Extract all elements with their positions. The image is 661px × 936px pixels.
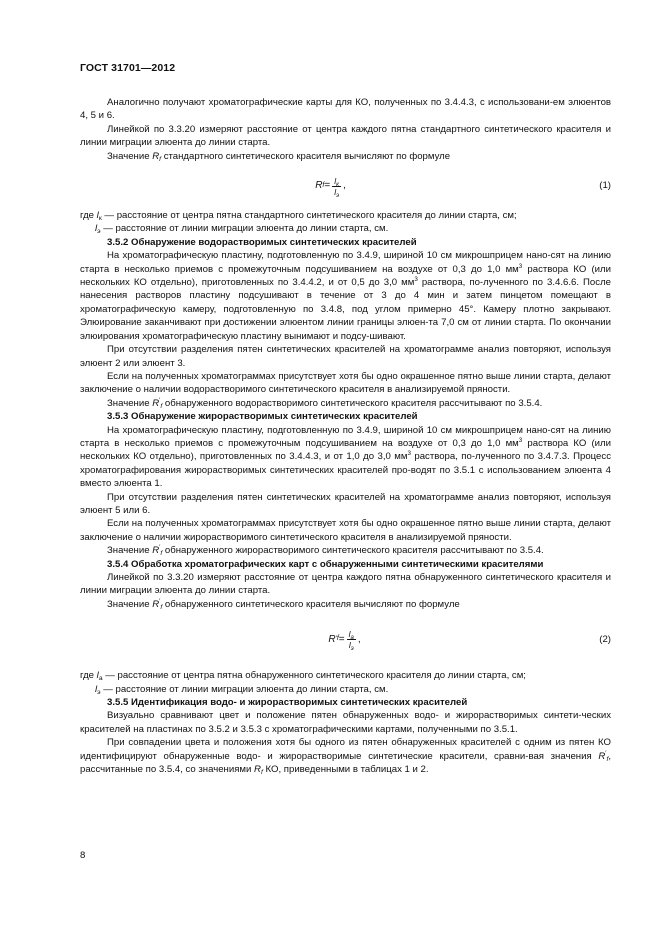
paragraph: Значение $R_f$ стандартного синтетического красителя вычисляют по формуле — [107, 150, 451, 163]
document-header: ГОСТ 31701—2012 — [80, 62, 176, 74]
paragraph: Если на полученных хроматограммах присутствует хотя бы одно окрашенное пятно выше линии старта, делают заключение о наличии жирорастворимого синтетического красителя в анализируемой пряности. — [80, 518, 611, 543]
section-heading-3-5-2: 3.5.2 Обнаружение водорастворимых синтетических красителей — [107, 236, 417, 248]
definition: $l_э$ — расстояние от линии миграции элюента до линии старта, см. — [95, 683, 389, 696]
paragraph: Аналогично получают хроматографические карты для КО, полученных по 3.4.4.3, с использовани-ем элюентов 4, 5 и 6. — [80, 97, 611, 122]
paragraph: Значение $R'_f$ обнаруженного жирорастворимого синтетического красителя рассчитывают по 3.5.4. — [107, 544, 544, 558]
page-content — [80, 96, 611, 776]
paragraph: На хроматографическую пластину, подготовленную по 3.4.9, шириной 10 см микрошприцем нано-сят на линию старта в несколько приемов с промежуточным подсушиванием на воздухе от 0,3 до 1,0 $мм^3$ раствора КО (или нескольких КО отдельно), приготовленных по 3.4.4.2, и от 0,5 до 3,0 $мм^3$ раствора, по-лученного по 3.4.6.6. После нанесения растворов пластину подсушивают в течение от 3 до 4 мин и затем пинцетом помещают в хроматографическую камеру, подготовленную по 3.4.8, под углом примерно 45°. Камеру плотно закрывают. Элюирование заканчивают при достижении элюентом линии границы элюен-та 7,0 см от линии старта. По окончании элюирования хроматографическую пластину вынимают и подсу-шивают. — [80, 250, 611, 342]
paragraph: Линейкой по 3.3.20 измеряют расстояние от центра каждого пятна стандартного синтетического красителя и линии миграции элюента до линии старта. — [80, 123, 611, 149]
paragraph: Значение $R'_f$ обнаруженного водорастворимого синтетического красителя рассчитывают по 3.5.4. — [107, 396, 543, 410]
equation-number: (1) — [599, 180, 611, 192]
section-heading-3-5-3: 3.5.3 Обнаружение жирорастворимых синтетических красителей — [107, 411, 418, 423]
paragraph: Значение $R'_f$ обнаруженного синтетического красителя вычисляют по формуле — [107, 597, 460, 611]
page-number: 8 — [80, 850, 86, 861]
definition: $l_э$ — расстояние от линии миграции элюента до линии старта, см. — [95, 223, 389, 236]
fraction: $\frac{l_а}{l_э}$ — [348, 628, 354, 652]
paragraph: При отсутствии разделения пятен синтетических красителей на хроматограмме анализ повторяют, используя элюент 2 или элюент 3. — [80, 344, 611, 369]
definition: где $l_а$ — расстояние от центра пятна обнаруженного синтетического красителя до линии старта, см; — [80, 670, 526, 683]
paragraph: На хроматографическую пластину, подготовленную по 3.4.9, шириной 10 см микрошприцем нано-сят на линию старта в несколько приемов с промежуточным подсушиванием на воздухе от 0,3 до 1,0 $мм^3$ раствора КО (или нескольких КО отдельно), приготовленных по 3.4.4.3, и от 1,0 до 3,0 $мм^3$ раствора, по-лученного по 3.4.7.3. Процесс хроматографирования жирорастворимых синтетических красителей про-водят по 3.5.1 с использованием элюента 4 вместо элюента 1. — [80, 424, 611, 490]
paragraph: Если на полученных хроматограммах присутствует хотя бы одно окрашенное пятно выше линии старта, делают заключение о наличии водорастворимого синтетического красителя в анализируемой пряности. — [80, 370, 611, 396]
formula-expression: R f = $\frac{l_к}{l_э}$ , — [315, 175, 346, 199]
paragraph: Линейкой по 3.3.20 измеряют расстояние от центра каждого пятна обнаруженного синтетического красителя и линии миграции элюента до линии старта. — [80, 572, 611, 597]
formula-1 — [80, 167, 611, 205]
section-heading-3-5-5: 3.5.5 Идентификация водо- и жирорастворимых синтетических красителей — [107, 697, 468, 709]
section-heading-3-5-4: 3.5.4 Обработка хроматографических карт с обнаруженными синтетическими красителями — [107, 558, 544, 570]
formula-2 — [80, 619, 611, 659]
paragraph: При совпадении цвета и положения хотя бы одного из пятен обнаруженных красителей с одним из пятен КО идентифицируют обнаруженные водо- и жирорастворимые синтетические красители, сравни-вая значения $R'_f$, рассчитанные по 3.5.4, со значениями $R_f$ КО, приведенными в таблицах 1 и 2. — [80, 737, 611, 777]
definition: где $l_к$ — расстояние от центра пятна стандартного синтетического красителя до линии старта, см; — [80, 210, 517, 223]
paragraph: Визуально сравнивают цвет и положение пятен обнаруженных водо- и жирорастворимых синтети-ческих красителей на пластинах по 3.5.2 и 3.5.3 с хроматографическими картами, полученными по 3.5.1. — [80, 710, 611, 735]
paragraph: При отсутствии разделения пятен синтетических красителей на хроматограмме анализ повторяют, используя элюент 5 или 6. — [80, 491, 611, 516]
fraction: $\frac{l_к}{l_э}$ — [334, 175, 340, 199]
equation-number: (2) — [599, 633, 611, 645]
formula-expression: R ′ f = $\frac{l_а}{l_э}$ , — [328, 628, 361, 652]
